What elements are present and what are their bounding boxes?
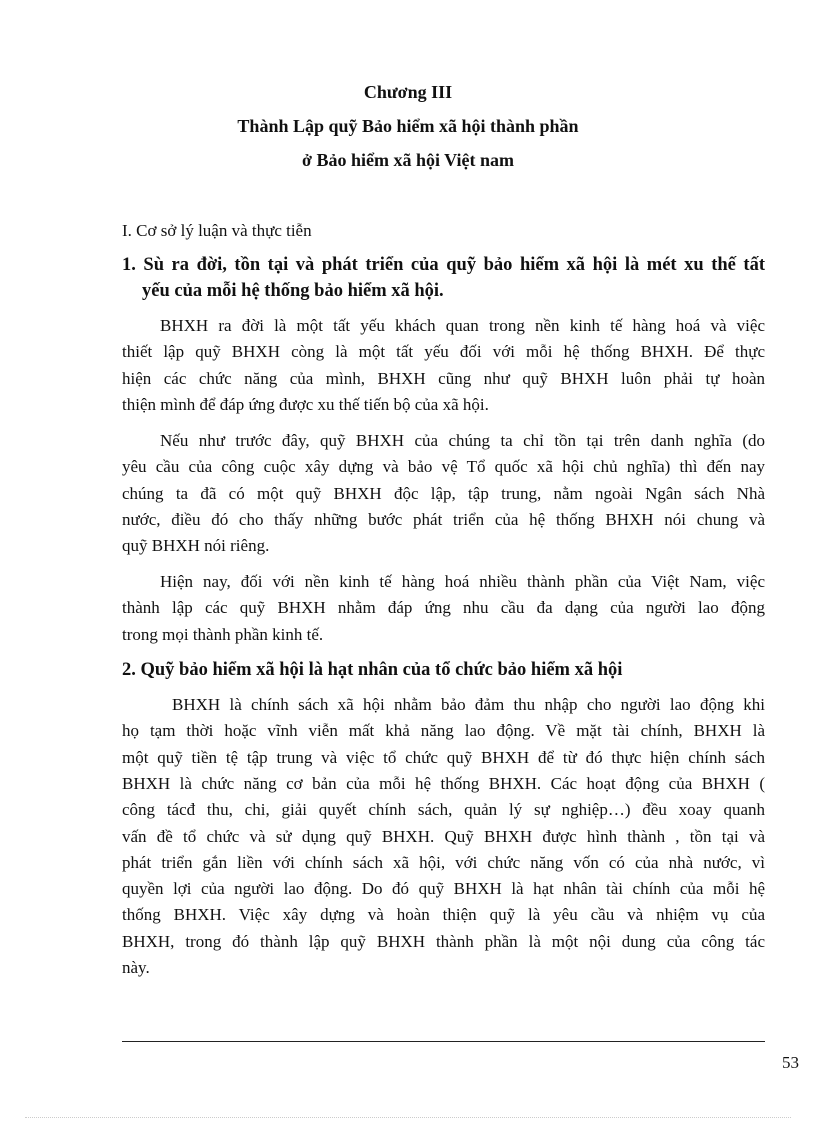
- paragraph-line: quyền lợi của người lao động. Do đó quỹ BHXH là hạt nhân tài chính của mỗi hệ: [122, 879, 765, 899]
- paragraph-line: trong mọi thành phần kinh tế.: [122, 624, 324, 644]
- paragraph-line: BHXH là chức năng cơ bản của mỗi hệ thống BHXH. Các hoạt động của BHXH (: [122, 773, 765, 793]
- chapter-subtitle: Thành Lập quỹ Bảo hiểm xã hội thành phần: [237, 116, 579, 136]
- paragraph-line: thiết lập quỹ BHXH còng là một tất yếu đối với mỗi hệ thống BHXH. Để thực: [122, 342, 765, 362]
- paragraph-line: chúng ta đã có một quỹ BHXH độc lập, tập trung, nằm ngoài Ngân sách Nhà: [122, 483, 765, 503]
- paragraph-line: hiện các chức năng của mình, BHXH cũng như quỹ BHXH luôn phải tự hoàn: [122, 368, 765, 388]
- paragraph-line: BHXH, trong đó thành lập quỹ BHXH thành phần là một nội dung của công tác: [122, 931, 765, 951]
- paragraph-line: này.: [122, 958, 150, 977]
- paragraph-line: Nếu như trước đây, quỹ BHXH của chúng ta chỉ tồn tại trên danh nghĩa (do: [160, 431, 765, 450]
- footer-divider: [122, 1041, 765, 1042]
- paragraph-line: một quỹ tiền tệ tập trung và việc tổ chức quỹ BHXH để từ đó thực hiện chính sách: [122, 747, 765, 767]
- paragraph-line: thành lập các quỹ BHXH nhằm đáp ứng nhu cầu đa dạng của người lao động: [122, 598, 765, 618]
- page-number: 53: [782, 1053, 799, 1072]
- chapter-subtitle: ở Bảo hiểm xã hội Việt nam: [302, 150, 514, 170]
- paragraph-line: vấn đề tổ chức và sử dụng quỹ BHXH. Quỹ BHXH được hình thành , tồn tại và: [122, 826, 765, 846]
- subsection-heading: 1. Sù ra đời, tồn tại và phát triển của quỹ bảo hiểm xã hội là mét xu thế tất: [122, 255, 765, 275]
- paragraph-line: công tácđ thu, chi, giải quyết chính sách, quản lý sự nghiệp…) đều xoay quanh: [122, 800, 765, 820]
- paragraph-line: quỹ BHXH nói riêng.: [122, 536, 270, 556]
- paragraph-line: BHXH ra đời là một tất yếu khách quan trong nền kinh tế hàng hoá và việc: [160, 316, 765, 335]
- paragraph-line: Hiện nay, đối với nền kinh tế hàng hoá nhiều thành phần của Việt Nam, việc: [160, 572, 765, 591]
- page-bottom-border: [25, 1117, 791, 1118]
- paragraph-line: phát triển gắn liền với chính sách xã hội, với chức năng vốn có của nhà nước, vì: [122, 852, 765, 872]
- subsection-heading: 2. Quỹ bảo hiểm xã hội là hạt nhân của tổ chức bảo hiểm xã hội: [122, 660, 623, 680]
- paragraph-line: nước, điều đó cho thấy những bước phát triển của hệ thống BHXH nói chung và: [122, 509, 765, 529]
- paragraph-line: BHXH là chính sách xã hội nhằm bảo đảm thu nhập cho người lao động khi: [172, 695, 765, 714]
- paragraph-line: thiện mình để đáp ứng được xu thế tiến bộ của xã hội.: [122, 394, 489, 414]
- paragraph-line: thống BHXH. Việc xây dựng và hoàn thiện quỹ là yêu cầu và nhiệm vụ của: [122, 905, 765, 925]
- paragraph-line: yêu cầu của công cuộc xây dựng và bảo vệ Tổ quốc xã hội chủ nghĩa) thì đến nay: [122, 457, 765, 477]
- chapter-title: Chương III: [363, 82, 453, 102]
- paragraph-line: họ tạm thời hoặc vĩnh viễn mất khả năng lao động. Về mặt tài chính, BHXH là: [122, 721, 765, 741]
- section-heading: I. Cơ sở lý luận và thực tiễn: [122, 221, 312, 240]
- subsection-heading: yếu của mỗi hệ thống bảo hiểm xã hội.: [142, 281, 444, 301]
